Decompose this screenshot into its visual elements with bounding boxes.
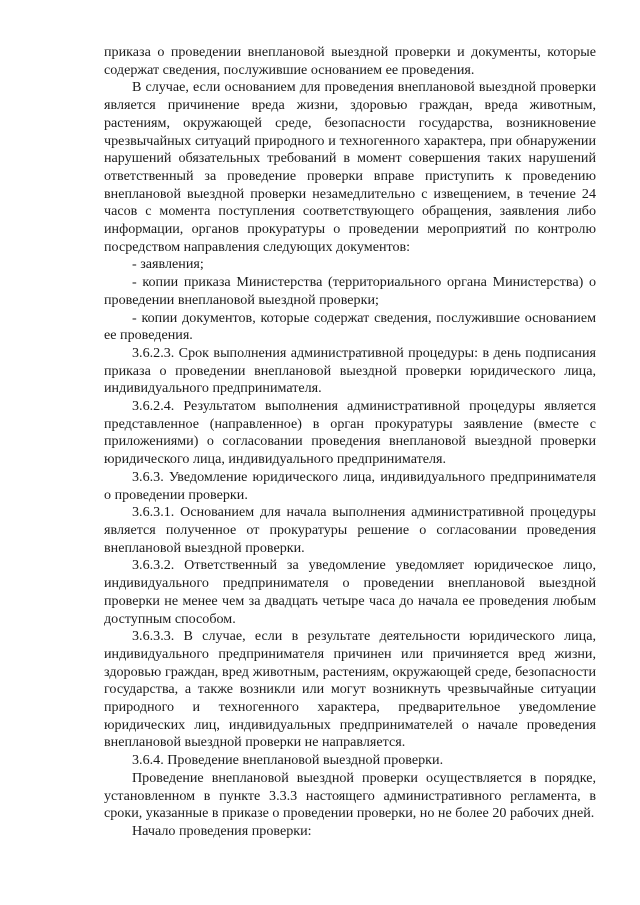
paragraph-3-6-3-1: 3.6.3.1. Основанием для начала выполнения административной процедуры является полученное от прокуратуры решение о согласовании проведения внеплановой выездной проверки. [104,504,596,556]
paragraph-inspection-procedure: Проведение внеплановой выездной проверки осуществляется в порядке, установленном в пункте 3.3.3 настоящего административного регламента, в сроки, указанные в приказе о проведении проверки, но не более 20 рабочих дней. [104,769,596,822]
section-heading-3-6-3: 3.6.3. Уведомление юридического лица, индивидуального предпринимателя о проведении проверки. [104,468,596,503]
paragraph-3-6-2-4: 3.6.2.4. Результатом выполнения административной процедуры является представленное (направленное) в орган прокуратуры заявление (вместе с приложениями) о согласовании проведения внеплановой выездной проверки юридического лица, индивидуального предпринимателя. [104,398,596,468]
list-item-statements: - заявления; [132,256,204,273]
list-item-order-copies: - копии приказа Министерства (территориального органа Министерства) о проведении внеплановой выездной проверки; [104,274,596,308]
paragraph-3-6-3-3: 3.6.3.3. В случае, если в результате деятельности юридического лица, индивидуального предпринимателя причинен или причиняется вред жизни, здоровью граждан, вред животным, растениям, окружающей среде, безопасности государства, а также возникли или могут возникнуть чрезвычайные ситуации природного и техногенного характера, предварительное уведомление юридических лиц, индивидуальных предпринимателей о начале проведения внеплановой выездной проверки не направляется. [104,628,596,751]
paragraph-3-6-3-2: 3.6.3.2. Ответственный за уведомление уведомляет юридическое лицо, индивидуального предпринимателя о проведении внеплановой выездной проверки не менее чем за двадцать четыре часа до начала ее проведения любым доступным способом. [104,557,596,627]
section-heading-3-6-4: 3.6.4. Проведение внеплановой выездной проверки. [132,752,444,769]
paragraph-3-6-2-3: 3.6.2.3. Срок выполнения административной процедуры: в день подписания приказа о проведении внеплановой выездной проверки юридического лица, индивидуального предпринимателя. [104,344,596,397]
paragraph-unscheduled-inspection-grounds: В случае, если основанием для проведения внеплановой выездной проверки является причинение вреда жизни, здоровью граждан, вреда животным, растениям, окружающей среде, безопасности государства, возникновение чрезвычайных ситуаций природного и техногенного характера, при обнаружении нарушений обязательных требований в момент совершения таких нарушений ответственный за проведение проверки вправе приступить к проведению внеплановой выездной проверки незамедлительно с извещением, в течение 24 часов с момента поступления соответствующего обращения, заявления либо информации, органов прокуратуры о проведении мероприятий по контролю посредством направления следующих документов: [104,79,596,255]
list-item-document-copies: - копии документов, которые содержат сведения, послужившие основанием ее проведения. [104,309,596,344]
document-body [104,44,596,841]
paragraph-continuation: приказа о проведении внеплановой выездной проверки и документы, которые содержат сведения, послужившие основанием ее проведения. [104,44,596,78]
paragraph-inspection-start: Начало проведения проверки: [132,822,312,839]
